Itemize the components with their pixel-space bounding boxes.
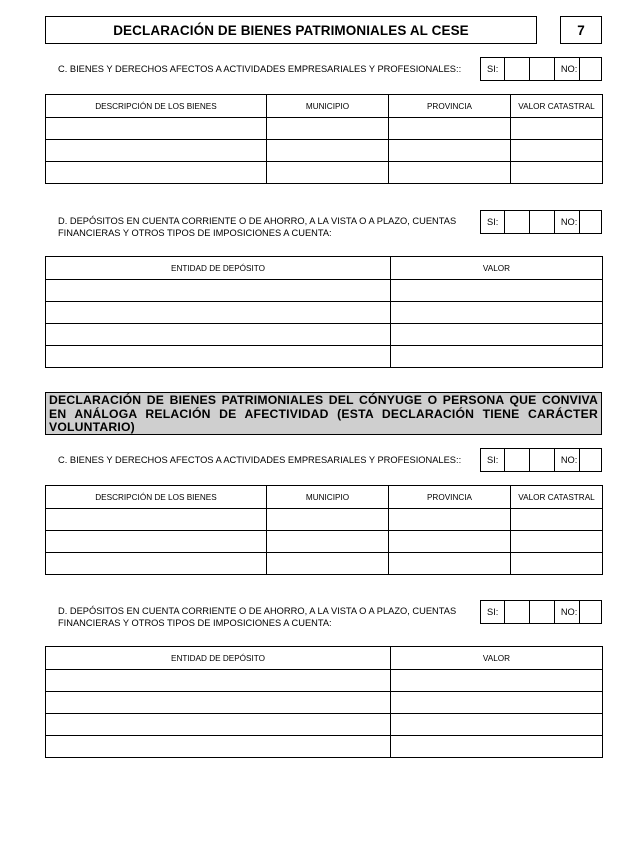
table-row (46, 162, 603, 184)
yes-label: SI: (481, 449, 505, 471)
input-cell[interactable] (511, 531, 603, 553)
table-header-row (46, 95, 603, 118)
yes-no-selector-d-spouse (480, 600, 602, 624)
no-label: NO: (554, 449, 580, 471)
question-line: D. DEPÓSITOS EN CUENTA CORRIENTE O DE AHORRO, A LA VISTA O A PLAZO, CUENTAS (58, 216, 457, 226)
question-c-business-assets-spouse: C. BIENES Y DERECHOS AFECTOS A ACTIVIDADES EMPRESARIALES Y PROFESIONALES:: (58, 455, 462, 465)
column-header: ENTIDAD DE DEPÓSITO (46, 257, 391, 280)
input-cell[interactable] (267, 118, 389, 140)
input-cell[interactable] (46, 509, 267, 531)
input-cell[interactable] (511, 162, 603, 184)
input-cell[interactable] (391, 736, 603, 758)
input-cell[interactable] (46, 553, 267, 575)
table-row (46, 346, 603, 368)
no-label: NO: (554, 58, 580, 80)
table-row (46, 531, 603, 553)
column-header: VALOR CATASTRAL (511, 486, 603, 509)
question-c-business-assets: C. BIENES Y DERECHOS AFECTOS A ACTIVIDADES EMPRESARIALES Y PROFESIONALES:: (58, 64, 462, 74)
input-cell[interactable] (46, 162, 267, 184)
table-row (46, 736, 603, 758)
no-label: NO: (554, 601, 580, 623)
input-cell[interactable] (267, 531, 389, 553)
spouse-section-title: DECLARACIÓN DE BIENES PATRIMONIALES DEL CÓNYUGE O PERSONA QUE CONVIVA EN ANÁLOGA RELACIÓN DE AFECTIVIDAD (ESTA DECLARACIÓN TIENE CARÁCTER VOLUNTARIO) (45, 392, 602, 435)
table-header-row (46, 486, 603, 509)
yes-no-selector-c (480, 57, 602, 81)
deposits-table-spouse (45, 646, 603, 758)
input-cell[interactable] (389, 531, 511, 553)
yes-no-selector-c-spouse (480, 448, 602, 472)
input-cell[interactable] (46, 670, 391, 692)
input-cell[interactable] (46, 280, 391, 302)
input-cell[interactable] (46, 302, 391, 324)
yes-checkbox[interactable] (505, 601, 529, 623)
input-cell[interactable] (391, 670, 603, 692)
input-cell[interactable] (46, 531, 267, 553)
input-cell[interactable] (391, 346, 603, 368)
spacer (530, 601, 554, 623)
column-header: VALOR (391, 257, 603, 280)
table-row (46, 509, 603, 531)
table-row (46, 670, 603, 692)
spacer (530, 211, 554, 233)
yes-checkbox[interactable] (505, 211, 529, 233)
table-row (46, 280, 603, 302)
deposits-table (45, 256, 603, 368)
business-assets-table-spouse (45, 485, 603, 575)
table-row (46, 714, 603, 736)
table-row (46, 302, 603, 324)
column-header: DESCRIPCIÓN DE LOS BIENES (46, 486, 267, 509)
no-label: NO: (554, 211, 580, 233)
no-checkbox[interactable] (580, 211, 601, 233)
form-title: DECLARACIÓN DE BIENES PATRIMONIALES AL CESE (45, 16, 537, 44)
input-cell[interactable] (391, 302, 603, 324)
question-d-deposits (58, 216, 456, 239)
yes-checkbox[interactable] (505, 58, 529, 80)
input-cell[interactable] (46, 714, 391, 736)
page-number: 7 (560, 16, 602, 44)
input-cell[interactable] (511, 118, 603, 140)
column-header: PROVINCIA (389, 95, 511, 118)
table-row (46, 692, 603, 714)
input-cell[interactable] (511, 553, 603, 575)
column-header: PROVINCIA (389, 486, 511, 509)
column-header: VALOR (391, 647, 603, 670)
input-cell[interactable] (46, 118, 267, 140)
no-checkbox[interactable] (580, 58, 601, 80)
question-line: FINANCIERAS Y OTROS TIPOS DE IMPOSICIONES A CUENTA: (58, 227, 332, 238)
input-cell[interactable] (511, 509, 603, 531)
input-cell[interactable] (511, 140, 603, 162)
input-cell[interactable] (389, 118, 511, 140)
table-row (46, 140, 603, 162)
input-cell[interactable] (267, 140, 389, 162)
input-cell[interactable] (389, 140, 511, 162)
table-header-row (46, 257, 603, 280)
input-cell[interactable] (391, 714, 603, 736)
input-cell[interactable] (389, 553, 511, 575)
input-cell[interactable] (267, 553, 389, 575)
column-header: MUNICIPIO (267, 486, 389, 509)
yes-label: SI: (481, 601, 505, 623)
yes-no-selector-d (480, 210, 602, 234)
question-line: FINANCIERAS Y OTROS TIPOS DE IMPOSICIONES A CUENTA: (58, 617, 332, 628)
no-checkbox[interactable] (580, 449, 601, 471)
spacer (530, 58, 554, 80)
input-cell[interactable] (267, 162, 389, 184)
business-assets-table (45, 94, 603, 184)
input-cell[interactable] (267, 509, 389, 531)
input-cell[interactable] (391, 280, 603, 302)
input-cell[interactable] (46, 140, 267, 162)
table-header-row (46, 647, 603, 670)
input-cell[interactable] (391, 692, 603, 714)
input-cell[interactable] (46, 736, 391, 758)
input-cell[interactable] (389, 162, 511, 184)
yes-checkbox[interactable] (505, 449, 529, 471)
input-cell[interactable] (391, 324, 603, 346)
column-header: VALOR CATASTRAL (511, 95, 603, 118)
input-cell[interactable] (46, 692, 391, 714)
yes-label: SI: (481, 211, 505, 233)
column-header: DESCRIPCIÓN DE LOS BIENES (46, 95, 267, 118)
table-row (46, 118, 603, 140)
input-cell[interactable] (46, 324, 391, 346)
spacer (530, 449, 554, 471)
yes-label: SI: (481, 58, 505, 80)
question-line: D. DEPÓSITOS EN CUENTA CORRIENTE O DE AHORRO, A LA VISTA O A PLAZO, CUENTAS (58, 606, 457, 616)
question-d-deposits-spouse (58, 606, 456, 629)
table-row (46, 553, 603, 575)
column-header: MUNICIPIO (267, 95, 389, 118)
column-header: ENTIDAD DE DEPÓSITO (46, 647, 391, 670)
table-row (46, 324, 603, 346)
input-cell[interactable] (46, 346, 391, 368)
no-checkbox[interactable] (580, 601, 601, 623)
input-cell[interactable] (389, 509, 511, 531)
